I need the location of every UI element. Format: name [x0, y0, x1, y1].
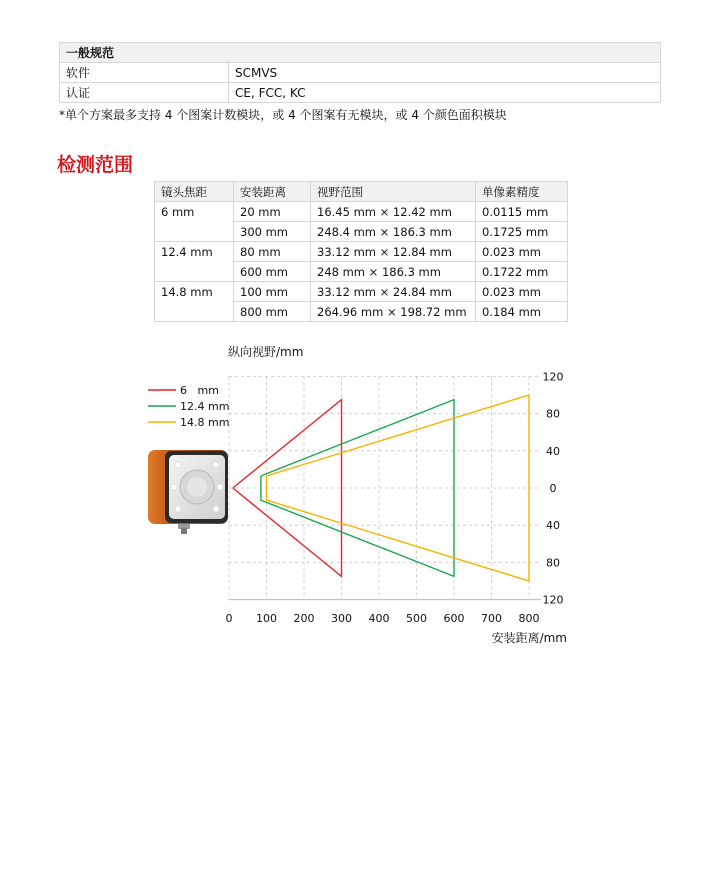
fov-cell: 33.12 mm × 12.84 mm: [311, 242, 476, 262]
precision-cell: 0.0115 mm: [476, 202, 568, 222]
distance-cell: 20 mm: [234, 202, 311, 222]
fov-cell: 16.45 mm × 12.42 mm: [311, 202, 476, 222]
spec-label: 软件: [60, 63, 229, 83]
legend-label: 14.8 mm: [180, 416, 230, 429]
x-axis-label: 安装距离/mm: [491, 631, 567, 645]
chart-grid: [229, 376, 541, 599]
fov-cell: 33.12 mm × 24.84 mm: [311, 282, 476, 302]
y-tick-label: 40: [546, 519, 560, 533]
col-header: 单像素精度: [476, 182, 568, 202]
y-tick-label: 0: [549, 482, 557, 495]
y-tick-label: 80: [546, 556, 560, 570]
x-tick-label: 800: [518, 612, 540, 625]
x-tick-label: 700: [481, 612, 502, 625]
spec-header: 一般规范: [60, 43, 661, 63]
col-header: 安装距离: [234, 182, 311, 202]
spec-value: SCMVS: [229, 63, 661, 83]
legend-label: 12.4 mm: [180, 400, 230, 413]
distance-cell: 100 mm: [234, 282, 311, 302]
lens-cell: 6 mm: [155, 202, 234, 242]
distance-cell: 80 mm: [234, 242, 311, 262]
col-header: 视野范围: [311, 182, 476, 202]
x-tick-label: 400: [368, 612, 390, 625]
y-ticks: [543, 370, 564, 606]
distance-cell: 800 mm: [234, 302, 311, 322]
chart-legend: [148, 384, 229, 429]
spec-label: 认证: [60, 83, 229, 103]
legend-label: 6 mm: [180, 384, 219, 397]
col-header: 镜头焦距: [155, 182, 234, 202]
distance-cell: 600 mm: [234, 262, 311, 282]
x-ticks: [226, 612, 540, 625]
precision-cell: 0.1722 mm: [476, 262, 568, 282]
spec-footnote: *单个方案最多支持 4 个图案计数模块，或 4 个图案有无模块，或 4 个颜色面积模块: [59, 108, 507, 122]
lens-cell: 14.8 mm: [155, 282, 234, 322]
precision-cell: 0.023 mm: [476, 242, 568, 262]
camera-icon: [148, 450, 228, 534]
fov-cell: 248 mm × 186.3 mm: [311, 262, 476, 282]
y-tick-label: 120: [542, 370, 564, 384]
x-tick-label: 200: [293, 612, 315, 625]
fov-cell: 264.96 mm × 198.72 mm: [311, 302, 476, 322]
x-tick-label: 0: [225, 612, 233, 625]
x-tick-label: 600: [443, 612, 465, 625]
precision-cell: 0.184 mm: [476, 302, 568, 322]
x-tick-label: 300: [331, 612, 352, 625]
y-tick-label: 40: [546, 444, 560, 458]
y-tick-label: 120: [542, 593, 564, 607]
fov-cell: 248.4 mm × 186.3 mm: [311, 222, 476, 242]
x-tick-label: 100: [256, 612, 277, 625]
lens-cell: 12.4 mm: [155, 242, 234, 282]
distance-cell: 300 mm: [234, 222, 311, 242]
x-tick-label: 500: [406, 612, 427, 625]
y-tick-label: 80: [546, 407, 560, 421]
section-title: 检测范围: [57, 154, 134, 176]
y-axis-label: 纵向视野/mm: [228, 345, 304, 359]
precision-cell: 0.1725 mm: [476, 222, 568, 242]
precision-cell: 0.023 mm: [476, 282, 568, 302]
spec-value: CE, FCC, KC: [229, 83, 661, 103]
